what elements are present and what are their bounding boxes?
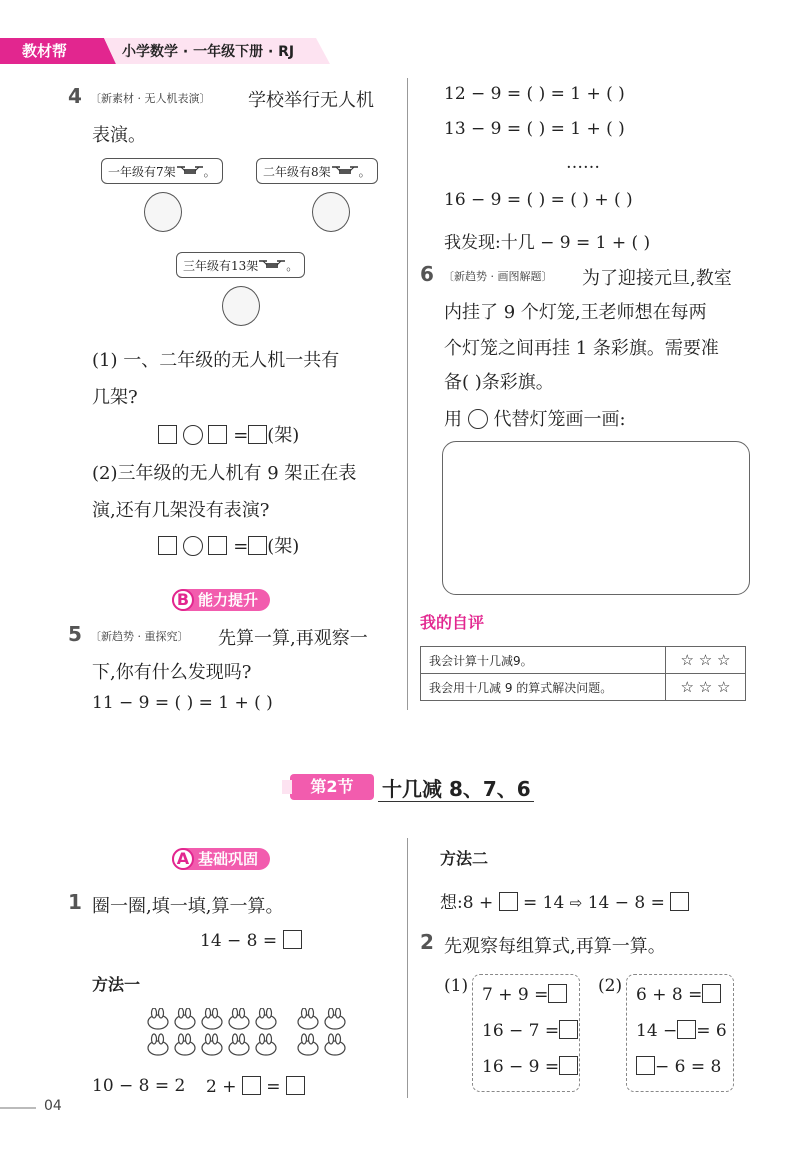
group-2-equation-1: 6 + 8 = <box>636 984 721 1005</box>
question-6-text-line2: 内挂了 9 个灯笼,王老师想在每两 <box>444 302 707 323</box>
question-4-number: 4 <box>68 84 82 108</box>
question-5-ellipsis: …… <box>566 153 600 173</box>
question-6-number: 6 <box>420 262 434 286</box>
drawing-area[interactable] <box>442 441 750 595</box>
drone-icon <box>258 259 286 271</box>
arrow-right-icon: ⇨ <box>569 894 583 912</box>
answer-box[interactable] <box>248 425 267 444</box>
header-title: 小学数学 · 一年级下册 · RJ <box>122 44 295 60</box>
question-1-number: 1 <box>68 890 82 914</box>
section-b-heading <box>172 589 270 611</box>
section-heading <box>282 772 534 802</box>
question-2-number: 2 <box>420 930 434 954</box>
group-1-equation-3: 16 − 9 = <box>482 1056 578 1077</box>
self-eval-table <box>420 646 746 701</box>
answer-box[interactable] <box>158 536 177 555</box>
column-divider-top <box>407 78 408 710</box>
question-5-equation-2: 12 − 9 = ( ) = 1 + ( ) <box>444 84 625 104</box>
section-a-heading <box>172 848 270 870</box>
speech-bubble-grade2: 二年级有8架 。 <box>256 158 378 184</box>
self-eval-item: 我会用十几减 9 的算式解决问题。 <box>421 674 666 701</box>
self-eval-stars[interactable]: ☆ ☆ ☆ <box>666 647 746 674</box>
answer-box[interactable] <box>677 1020 696 1039</box>
question-5-equation-3: 13 − 9 = ( ) = 1 + ( ) <box>444 119 625 139</box>
group-1-label: (1) <box>444 976 469 996</box>
question-4-tag: 〔新素材 · 无人机表演〕 <box>90 92 211 105</box>
drone-icon <box>331 165 359 177</box>
question-4-part1-line1: (1) 一、二年级的无人机一共有 <box>92 350 340 371</box>
page-number: 04 <box>44 1098 62 1114</box>
question-1-text: 圈一圈,填一填,算一算。 <box>92 896 284 917</box>
question-6-tag: 〔新趋势 · 画图解题〕 <box>443 270 553 283</box>
self-eval-title: 我的自评 <box>420 613 485 632</box>
child-avatar-3 <box>222 286 260 326</box>
drone-icon <box>176 165 204 177</box>
answer-box[interactable] <box>499 892 518 911</box>
question-2-text: 先观察每组算式,再算一算。 <box>444 936 666 957</box>
header-badge: 教材帮 <box>22 42 68 60</box>
answer-box[interactable] <box>670 892 689 911</box>
question-5-text-line1: 先算一算,再观察一 <box>218 628 368 649</box>
question-4-text-line1: 学校举行无人机 <box>248 90 374 111</box>
rabbit-group-left <box>146 1008 282 1058</box>
answer-box[interactable] <box>559 1020 578 1039</box>
method-1-equation-a: 10 − 8 = 2 <box>92 1076 186 1096</box>
group-2-equation-3: − 6 = 8 <box>636 1056 721 1077</box>
group-2-equation-2: 14 − = 6 <box>636 1021 727 1041</box>
question-4-part1-line2: 几架? <box>92 387 138 408</box>
rabbit-group-right <box>296 1008 352 1058</box>
rabbit-icons <box>296 1008 352 1058</box>
operator-circle[interactable] <box>183 536 203 556</box>
section-a-letter: A <box>172 848 194 870</box>
question-4-part2-line1: (2)三年级的无人机有 9 架正在表 <box>92 463 357 484</box>
group-1-equation-2: 16 − 7 = <box>482 1020 578 1041</box>
answer-box[interactable] <box>208 425 227 444</box>
question-6-text-line1: 为了迎接元旦,教室 <box>582 268 732 289</box>
group-2-label: (2) <box>598 976 623 996</box>
child-avatar-2 <box>312 192 350 232</box>
header-bar <box>0 38 330 64</box>
answer-box[interactable] <box>283 930 302 949</box>
rabbit-icons <box>146 1008 282 1058</box>
operator-circle[interactable] <box>183 425 203 445</box>
answer-box[interactable] <box>242 1076 261 1095</box>
self-eval-item: 我会计算十几减9。 <box>421 647 666 674</box>
speech-bubble-grade1: 一年级有7架 。 <box>101 158 223 184</box>
lantern-circle-icon <box>468 409 488 429</box>
question-5-text-line2: 下,你有什么发现吗? <box>92 662 252 683</box>
answer-box[interactable] <box>559 1056 578 1075</box>
question-1-main-equation: 14 − 8 = <box>200 930 302 951</box>
column-divider-bottom <box>407 838 408 1098</box>
section-b-letter: B <box>172 589 194 611</box>
child-avatar-1 <box>144 192 182 232</box>
section-badge: 第2节 <box>290 774 374 800</box>
section-title: 十几减 8、7、6 <box>382 777 531 801</box>
self-eval-row <box>421 647 746 674</box>
section-b-label: 能力提升 <box>198 591 259 609</box>
footer-rule <box>0 1107 36 1109</box>
question-6-draw-instruction: 用 代替灯笼画一画: <box>444 409 626 430</box>
question-4-text-line2: 表演。 <box>92 125 146 146</box>
self-eval-row <box>421 674 746 701</box>
question-5-number: 5 <box>68 622 82 646</box>
question-4-part1-answer: = (架) <box>158 421 299 447</box>
question-4-part2-line2: 演,还有几架没有表演? <box>92 500 270 521</box>
speech-bubble-grade3: 三年级有13架 。 <box>176 252 305 278</box>
answer-box[interactable] <box>702 984 721 1003</box>
section-a-label: 基础巩固 <box>198 850 259 868</box>
answer-box[interactable] <box>548 984 567 1003</box>
method-1-label: 方法一 <box>92 975 141 994</box>
answer-box[interactable] <box>248 536 267 555</box>
question-5-equation-4: 16 − 9 = ( ) = ( ) + ( ) <box>444 190 633 210</box>
question-6-text-line4: 备( )条彩旗。 <box>444 372 554 393</box>
answer-box[interactable] <box>286 1076 305 1095</box>
method-1-equation-b: 2 + = <box>206 1076 305 1097</box>
question-5-equation-1: 11 − 9 = ( ) = 1 + ( ) <box>92 693 273 713</box>
answer-box[interactable] <box>158 425 177 444</box>
group-1-equation-1: 7 + 9 = <box>482 984 567 1005</box>
question-6-text-line3: 个灯笼之间再挂 1 条彩旗。需要准 <box>444 338 719 359</box>
question-4-part2-answer: = (架) <box>158 532 299 558</box>
self-eval-stars[interactable]: ☆ ☆ ☆ <box>666 674 746 701</box>
question-5-finding: 我发现:十几 − 9 = 1 + ( ) <box>444 233 651 253</box>
answer-box[interactable] <box>636 1056 655 1075</box>
method-2-label: 方法二 <box>440 849 489 868</box>
answer-box[interactable] <box>208 536 227 555</box>
method-2-think: 想:8 + = 14 ⇨ 14 − 8 = <box>440 888 689 913</box>
question-5-tag: 〔新趋势 · 重探究〕 <box>90 630 189 643</box>
